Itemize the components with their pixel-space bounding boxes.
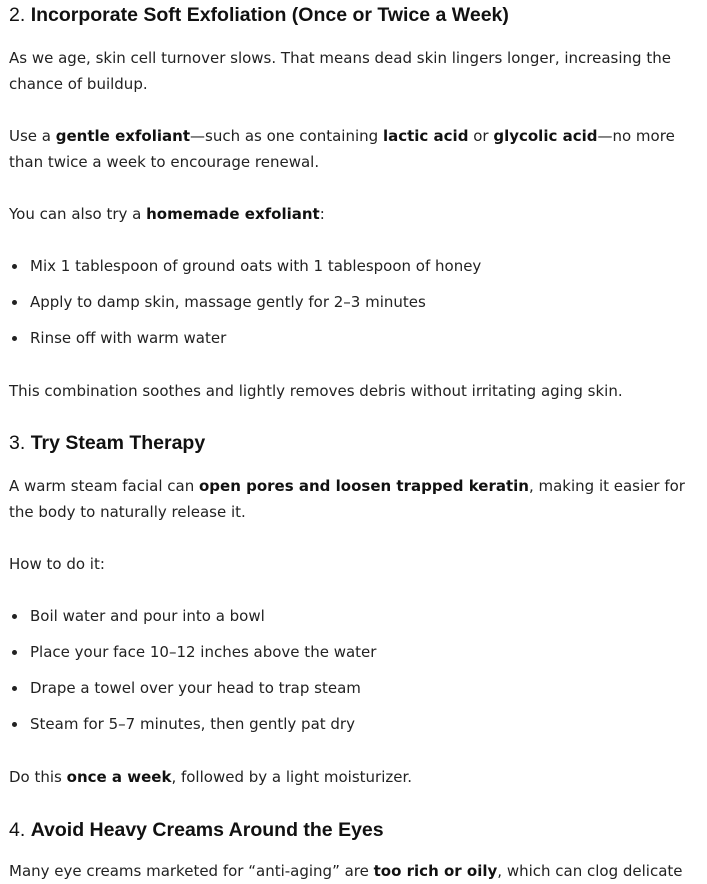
exfoliant-steps-list (9, 254, 699, 350)
list-item: Rinse off with warm water (9, 326, 699, 350)
bullet-icon (12, 686, 17, 691)
paragraph-intro: As we age, skin cell turnover slows. That means dead skin lingers longer, increasing the chance of buildup. (9, 49, 671, 93)
article-body (9, 0, 699, 884)
list-item: Drape a towel over your head to trap steam (9, 676, 699, 700)
section-number: 3. (9, 432, 26, 454)
bullet-icon (12, 264, 17, 269)
bullet-icon (12, 650, 17, 655)
list-item: Boil water and pour into a bowl (9, 604, 699, 628)
list-item: Mix 1 tablespoon of ground oats with 1 tablespoon of honey (9, 254, 699, 278)
section-title: Avoid Heavy Creams Around the Eyes (30, 819, 384, 841)
paragraph-eye-creams: Many eye creams marketed for “anti-aging” are too rich or oily, which can clog delicate (9, 862, 683, 880)
paragraph-homemade: You can also try a homemade exfoliant: (9, 205, 325, 223)
section-title: Try Steam Therapy (30, 432, 206, 454)
section-title: Incorporate Soft Exfoliation (Once or Twice a Week) (30, 4, 509, 26)
section-heading-exfoliation (9, 1, 699, 29)
paragraph-steam-intro: A warm steam facial can open pores and loosen trapped keratin, making it easier for the body to naturally release it. (9, 477, 685, 521)
paragraph-exfoliant: Use a gentle exfoliant—such as one containing lactic acid or glycolic acid—no more than twice a week to encourage renewal. (9, 127, 675, 171)
section-heading-steam (9, 429, 699, 457)
list-item: Apply to damp skin, massage gently for 2–3 minutes (9, 290, 699, 314)
section-number: 4. (9, 819, 26, 841)
paragraph-combination: This combination soothes and lightly removes debris without irritating aging skin. (9, 382, 623, 400)
list-item: Steam for 5–7 minutes, then gently pat dry (9, 712, 699, 736)
bullet-icon (12, 336, 17, 341)
list-item: Place your face 10–12 inches above the water (9, 640, 699, 664)
section-heading-eye-creams (9, 816, 699, 844)
section-number: 2. (9, 4, 26, 26)
paragraph-frequency: Do this once a week, followed by a light moisturizer. (9, 768, 413, 786)
paragraph-howto: How to do it: (9, 555, 105, 573)
bullet-icon (12, 722, 17, 727)
bullet-icon (12, 300, 17, 305)
steam-steps-list (9, 604, 699, 736)
bullet-icon (12, 614, 17, 619)
